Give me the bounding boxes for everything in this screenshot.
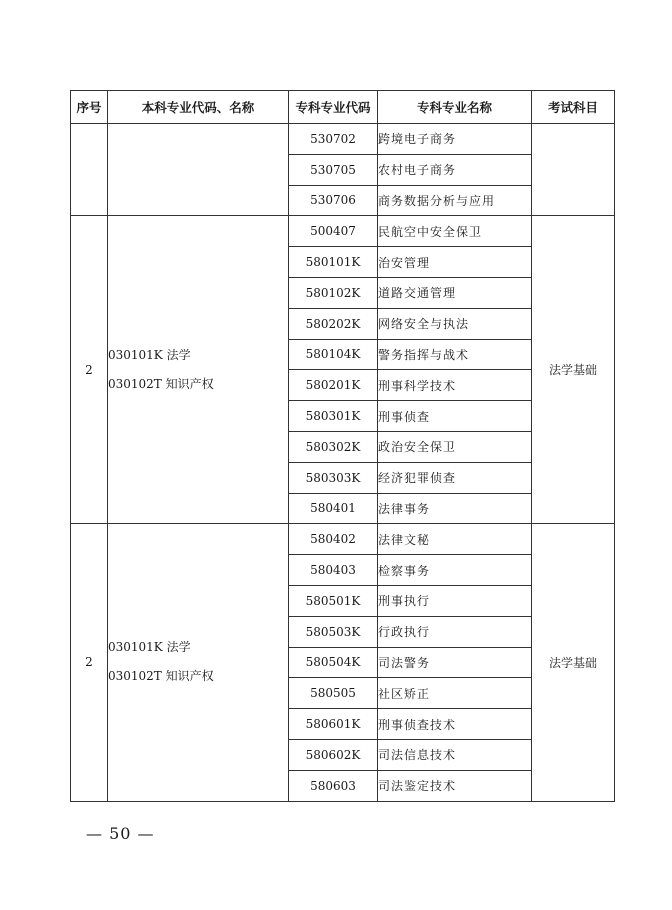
undergrad-major-item	[108, 662, 288, 691]
specialty-name-cell: 行政执行	[378, 616, 532, 647]
specialty-name-cell: 司法警务	[378, 647, 532, 678]
table-row	[71, 524, 615, 555]
specialty-name-cell: 司法信息技术	[378, 739, 532, 770]
specialty-name-cell: 法律事务	[378, 493, 532, 524]
header-code: 专科专业代码	[289, 91, 378, 124]
specialty-name-cell: 司法鉴定技术	[378, 770, 532, 801]
specialty-name-cell: 刑事执行	[378, 585, 532, 616]
specialty-code-cell: 580503K	[289, 616, 378, 647]
exam-subject-cell	[532, 124, 615, 216]
major-table	[70, 90, 615, 802]
undergrad-major-code: 030101K	[108, 347, 163, 362]
table-body	[71, 124, 615, 802]
table-row	[71, 124, 615, 155]
table-row	[71, 216, 615, 247]
specialty-code-cell: 580401	[289, 493, 378, 524]
specialty-code-cell: 580403	[289, 555, 378, 586]
undergrad-major-name: 知识产权	[165, 376, 214, 391]
specialty-code-cell: 500407	[289, 216, 378, 247]
specialty-code-cell: 580303K	[289, 462, 378, 493]
header-seq: 序号	[71, 91, 108, 124]
specialty-name-cell: 农村电子商务	[378, 154, 532, 185]
undergrad-major-item	[108, 633, 288, 662]
undergrad-major-cell	[108, 124, 289, 216]
specialty-name-cell: 经济犯罪侦查	[378, 462, 532, 493]
specialty-code-cell: 580301K	[289, 401, 378, 432]
undergrad-major-item	[108, 370, 288, 399]
specialty-name-cell: 社区矫正	[378, 678, 532, 709]
specialty-code-cell: 530706	[289, 185, 378, 216]
undergrad-major-name: 法学	[166, 347, 191, 362]
exam-subject-cell: 法学基础	[532, 524, 615, 801]
specialty-name-cell: 刑事侦查	[378, 401, 532, 432]
specialty-code-cell: 580202K	[289, 308, 378, 339]
specialty-code-cell: 580402	[289, 524, 378, 555]
specialty-code-cell: 530702	[289, 124, 378, 155]
specialty-code-cell: 580201K	[289, 370, 378, 401]
undergrad-major-cell	[108, 216, 289, 524]
specialty-name-cell: 政治安全保卫	[378, 431, 532, 462]
specialty-name-cell: 警务指挥与战术	[378, 339, 532, 370]
header-name: 专科专业名称	[378, 91, 532, 124]
undergrad-major-code: 030102T	[108, 376, 162, 391]
specialty-name-cell: 刑事科学技术	[378, 370, 532, 401]
specialty-code-cell: 580602K	[289, 739, 378, 770]
specialty-name-cell: 法律文秘	[378, 524, 532, 555]
specialty-name-cell: 商务数据分析与应用	[378, 185, 532, 216]
header-undergrad: 本科专业代码、名称	[108, 91, 289, 124]
seq-cell: 2	[71, 524, 108, 801]
specialty-code-cell: 580501K	[289, 585, 378, 616]
page-number: — 50 —	[86, 824, 155, 843]
header-exam: 考试科目	[532, 91, 615, 124]
specialty-code-cell: 580101K	[289, 247, 378, 278]
undergrad-major-item	[108, 341, 288, 370]
undergrad-major-cell	[108, 524, 289, 801]
specialty-code-cell: 530705	[289, 154, 378, 185]
specialty-code-cell: 580102K	[289, 277, 378, 308]
specialty-code-cell: 580104K	[289, 339, 378, 370]
specialty-code-cell: 580302K	[289, 431, 378, 462]
specialty-code-cell: 580505	[289, 678, 378, 709]
specialty-code-cell: 580603	[289, 770, 378, 801]
undergrad-major-code: 030101K	[108, 640, 163, 655]
specialty-code-cell: 580504K	[289, 647, 378, 678]
seq-cell: 2	[71, 216, 108, 524]
specialty-name-cell: 民航空中安全保卫	[378, 216, 532, 247]
specialty-name-cell: 道路交通管理	[378, 277, 532, 308]
table-header-row	[71, 91, 615, 124]
exam-subject-cell: 法学基础	[532, 216, 615, 524]
undergrad-major-name: 法学	[166, 640, 191, 655]
seq-cell	[71, 124, 108, 216]
specialty-name-cell: 检察事务	[378, 555, 532, 586]
specialty-name-cell: 刑事侦查技术	[378, 709, 532, 740]
undergrad-major-name: 知识产权	[165, 669, 214, 684]
specialty-code-cell: 580601K	[289, 709, 378, 740]
specialty-name-cell: 跨境电子商务	[378, 124, 532, 155]
specialty-name-cell: 网络安全与执法	[378, 308, 532, 339]
undergrad-major-code: 030102T	[108, 669, 162, 684]
specialty-name-cell: 治安管理	[378, 247, 532, 278]
